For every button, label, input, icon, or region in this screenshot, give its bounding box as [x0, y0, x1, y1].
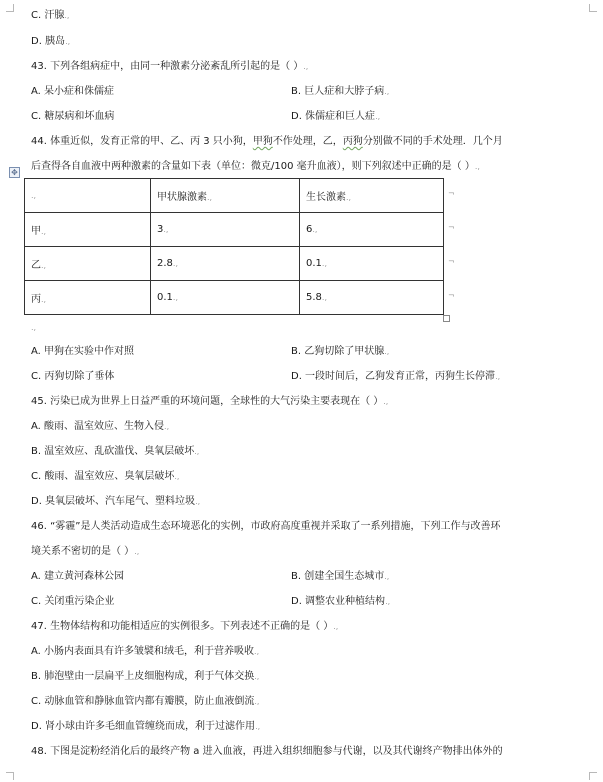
table-cell: 甲., — [25, 213, 151, 247]
q46-option-c: C. 关闭重污染企业 — [31, 596, 115, 607]
table-header-cell: ., — [25, 179, 151, 213]
q44-stem-line1: 44. 体重近似，发育正常的甲、乙、丙 3 只小狗，甲狗不作处理，乙，丙狗分别做不同的手术处理．几个月 — [31, 136, 503, 147]
table-row — [25, 247, 444, 281]
table-row — [25, 213, 444, 247]
table-cell: 0.1., — [300, 247, 444, 281]
table-header-cell: 生长激素., — [300, 179, 444, 213]
q43-option-b: B. 巨人症和大脖子病., — [291, 86, 390, 97]
q44-option-d: D. 一段时间后，乙狗发育正常，丙狗生长停滞., — [291, 371, 501, 382]
q47-option-b: B. 肺泡壁由一层扁平上皮细胞构成，利于气体交换., — [31, 671, 260, 682]
table-cell: 5.8., — [300, 281, 444, 315]
table-cell: 0.1., — [151, 281, 300, 315]
q43-option-a: A. 呆小症和侏儒症 — [31, 86, 115, 97]
q44-option-c: C. 丙狗切除了垂体 — [31, 371, 115, 382]
top-right-crop-mark — [589, 4, 597, 12]
paragraph-mark-icon: ¬ — [448, 223, 455, 232]
bottom-right-crop-mark — [589, 772, 597, 780]
top-left-crop-mark — [6, 4, 14, 12]
paragraph-mark-icon: ¬ — [448, 189, 455, 198]
q45-option-d: D. 臭氧层破坏、汽车尾气、塑料垃圾., — [31, 496, 201, 507]
paragraph-mark-icon: ¬ — [448, 257, 455, 266]
q42-option-d: D. 胰岛., — [31, 36, 71, 47]
bottom-left-crop-mark — [6, 772, 14, 780]
table-resize-handle[interactable] — [443, 315, 450, 322]
table-row — [25, 281, 444, 315]
q46-option-a: A. 建立黄河森林公园 — [31, 571, 125, 582]
q45-option-b: B. 温室效应、乱砍滥伐、臭氧层破坏., — [31, 446, 200, 457]
table-move-icon[interactable]: ✥ — [9, 167, 20, 178]
q45-stem: 45. 污染已成为世界上日益严重的环境问题，全球性的大气污染主要表现在（ ）., — [31, 396, 389, 407]
table-cell: 丙., — [25, 281, 151, 315]
q43-option-d: D. 侏儒症和巨人症., — [291, 111, 381, 122]
table-cell: 2.8., — [151, 247, 300, 281]
q48-stem: 48. 下图是淀粉经消化后的最终产物 a 进入血液，再进入组织细胞参与代谢，以及其代谢终产物排出体外的 — [31, 746, 503, 757]
paragraph-mark-icon: ., — [31, 323, 37, 332]
q47-option-a: A. 小肠内表面具有许多皱襞和绒毛，利于营养吸收., — [31, 646, 260, 657]
q47-option-c: C. 动脉血管和静脉血管内都有瓣膜，防止血液倒流., — [31, 696, 260, 707]
q46-option-b: B. 创建全国生态城市., — [291, 571, 390, 582]
q47-option-d: D. 肾小球由许多毛细血管缠绕而成，利于过滤作用., — [31, 721, 261, 732]
paragraph-mark-icon: ¬ — [448, 291, 455, 300]
table-header-cell: 甲状腺激素., — [151, 179, 300, 213]
table-header-row — [25, 179, 444, 213]
q43-stem: 43. 下列各组病症中，由同一种激素分泌紊乱所引起的是（ ）., — [31, 61, 309, 72]
q46-stem-line2: 境关系不密切的是（ ）., — [31, 546, 140, 557]
q46-option-d: D. 调整农业种植结构., — [291, 596, 391, 607]
q46-stem-line1: 46. “雾霾”是人类活动造成生态环境恶化的实例，市政府高度重视并采取了一系列措施，下列工作与改善环 — [31, 521, 501, 532]
q42-option-c: C. 汗腺., — [31, 10, 70, 21]
hormone-table — [24, 178, 444, 315]
q45-option-a: A. 酸雨、温室效应、生物入侵., — [31, 421, 170, 432]
q47-stem: 47. 生物体结构和功能相适应的实例很多。下列表述不正确的是（ ）., — [31, 621, 339, 632]
table-cell: 乙., — [25, 247, 151, 281]
q43-option-c: C. 糖尿病和坏血病 — [31, 111, 115, 122]
q44-stem-line2: 后查得各自血液中两种激素的含量如下表（单位：微克/100 毫升血液），则下列叙述中正确的是（ ）., — [31, 161, 480, 172]
q44-option-a: A. 甲狗在实验中作对照 — [31, 346, 135, 357]
table-cell: 6., — [300, 213, 444, 247]
q44-option-b: B. 乙狗切除了甲状腺., — [291, 346, 390, 357]
q45-option-c: C. 酸雨、温室效应、臭氧层破坏., — [31, 471, 180, 482]
table-cell: 3., — [151, 213, 300, 247]
